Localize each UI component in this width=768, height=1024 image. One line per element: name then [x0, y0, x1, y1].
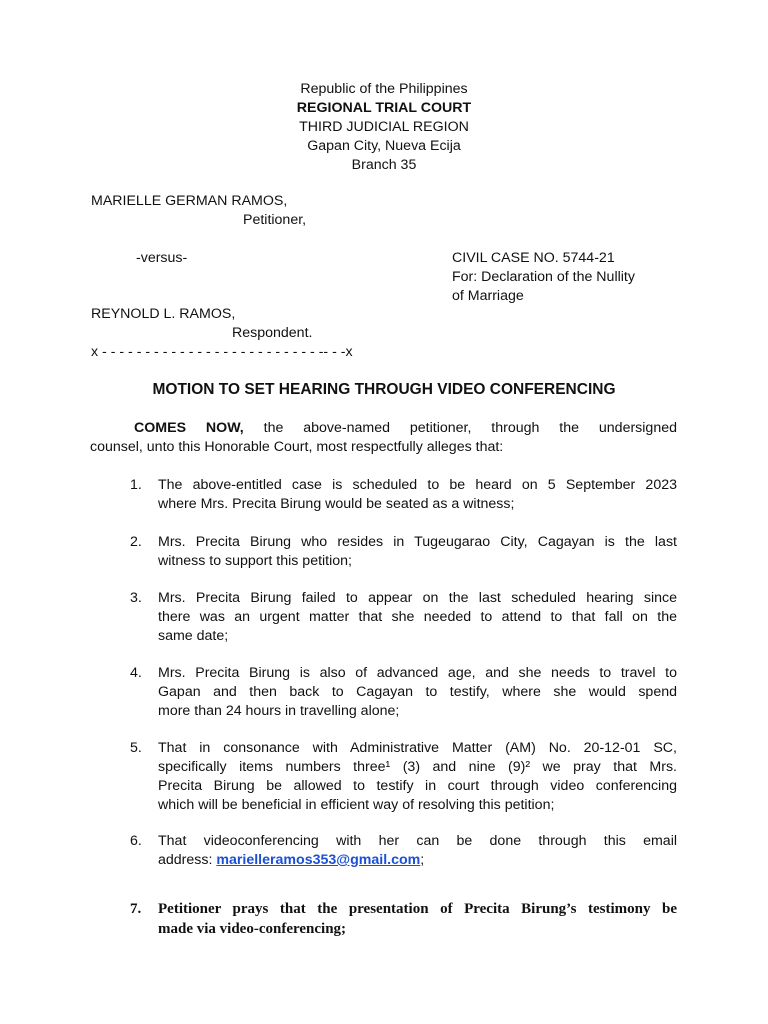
intro-line-2: counsel, unto this Honorable Court, most respectfully alleges that: [90, 439, 504, 455]
motion-title: MOTION TO SET HEARING THROUGH VIDEO CONFERENCING [152, 381, 616, 398]
case-number: CIVIL CASE NO. 5744-21 [452, 250, 615, 266]
heading-region: THIRD JUDICIAL REGION [299, 119, 469, 135]
case-nature-line2: of Marriage [452, 288, 524, 304]
versus-label: -versus- [136, 250, 188, 266]
heading-court-name: REGIONAL TRIAL COURT [296, 100, 472, 116]
heading-city: Gapan City, Nueva Ecija [307, 138, 461, 154]
email-link[interactable]: marielleramos353@gmail.com [216, 852, 421, 868]
heading-branch: Branch 35 [351, 157, 417, 173]
respondent-name: REYNOLD L. RAMOS, [91, 306, 236, 322]
respondent-role: Respondent. [232, 325, 313, 341]
petitioner-role: Petitioner, [243, 212, 307, 228]
intro-lead: COMES NOW, [134, 420, 244, 436]
court-heading [0, 80, 768, 175]
caption-separator: x - - - - - - - - - - - - - - - - - - - - - - - - - -- - -x [91, 344, 353, 360]
petitioner-name: MARIELLE GERMAN RAMOS, [91, 193, 288, 209]
case-nature-line1: For: Declaration of the Nullity [452, 269, 635, 285]
intro-line-1: COMES NOW, the above-named petitioner, through the undersigned [134, 420, 677, 436]
document-page: Republic of the Philippines REGIONAL TRIAL COURT THIRD JUDICIAL REGION Gapan City, Nueva Ecija Branch 35 MARIELLE GERMAN RAMOS, Petitioner, -versus- REYNOLD L. RAMOS, Respondent. x - - - - - - - - - - - - - - - - - - - - - - - - - -- - -x CIVIL CASE NO. 5744-21 For: Declaration of the Nullity of Marriage MOTION TO SET HEARING THROUGH VIDEO CONFERENCING COMES NOW, the above-named petitioner, through the undersigned counsel, unto this Honorable Court, most respectfully alleges that: 1. The above-entitled case is scheduled to be heard on 5 September 2023 where Mrs. Precita Birung would be seated as a witness; 2. Mrs. Precita Birung who resides in Tugeugarao City, Cagayan is the last witness to support this petition; 3. Mrs. Precita Birung failed to appear on the last scheduled hearing since there was an urgent matter that she needed to attend to that fall on the same date; 4. Mrs. Precita Birung is also of advanced age, and she needs to travel to Gapan and then back to Cagayan to testify, where she would spend more than 24 hours in travelling alone; 5. That in consonance with Administrative Matter (AM) No. 20-12-01 SC, specifically items numbers three¹ (3) and nine (9)² we pray that Mrs. Precita Birung be allowed to testify in court through video conferencing which will be beneficial in efficient way of resolving this petition; 6. That videoconferencing with her can be done through this email address: marielleramos353@gmail.com; 7. Petitioner prays that the presentation of Precita Birung’s testimony be made via video-conferencing; [0, 0, 768, 1024]
intro-paragraph [90, 419, 677, 457]
heading-republic: Republic of the Philippines [300, 81, 468, 97]
